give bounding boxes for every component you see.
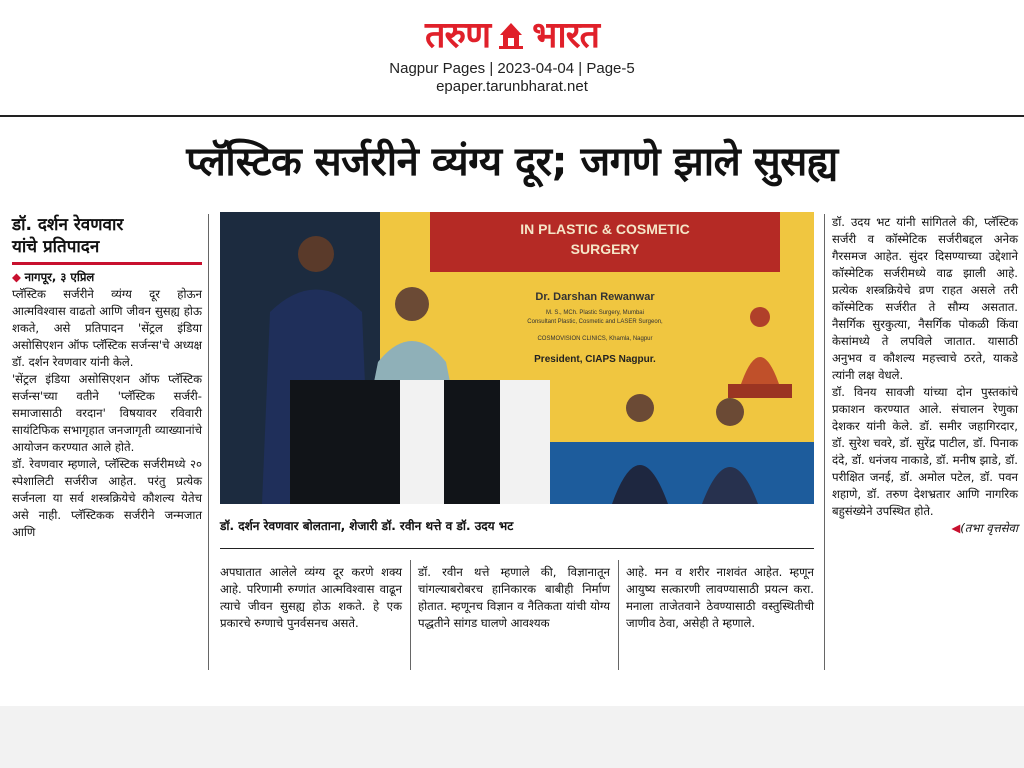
temple-emblem-icon — [496, 21, 526, 51]
column-3 — [418, 564, 610, 632]
epaper-url: epaper.tarunbharat.net — [436, 78, 588, 95]
headline: प्लॅस्टिक सर्जरीने व्यंग्य दूर; जगणे झाले सुसह्य — [186, 139, 838, 185]
paragraph: डॉ. विनय सावजी यांच्या दोन पुस्तकांचे प्रकाशन करण्यात आले. संचालन रेणुका देशकर यांनी केले. डॉ. समीर जहागिरदार, डॉ. सुरेश चवरे, डॉ. सुरेंद्र पाटील, डॉ. पिनाक दंदे, डॉ. धनंजय नाकाडे, डॉ. मनीष झाडे, डॉ. परीक्षित जनई, डॉ. अमोल पटेल, डॉ. पवन शहाणे, डॉ. तरुण देशभ्रतार आणि नागरिक बहुसंख्येने उपस्थित होते. — [832, 385, 1018, 518]
column-divider — [824, 214, 825, 670]
byline — [832, 520, 1018, 537]
dateline — [12, 269, 202, 286]
subheadline-rule — [12, 262, 202, 265]
event-photo — [220, 212, 814, 504]
paragraph: डॉ. रेवणवार म्हणाले, प्लॅस्टिक सर्जरीमध्ये २० स्पेशालिटी सर्जरीज आहेत. परंतु प्रत्येक सर्जनला या सर्व शस्त्रक्रियेचे कौशल्य येतेच असे नाही. प्लॅस्टिकक सर्जरीने जन्मजात आणि — [12, 457, 202, 539]
paragraph: 'सेंट्रल इंडिया असोसिएशन ऑफ प्लॅस्टिक सर्जन्स'च्या वतीने 'प्लॅस्टिक सर्जरी- समाजासाठी वरदान' विषयावर रविवारी सायंटिफिक सभागृहात जनजागृती व्याख्यानांचे आयोजन करण्यात आले होते. — [12, 372, 202, 454]
paragraph: डॉ. उदय भट यांनी सांगितले की, प्लॅस्टिक सर्जरी व कॉस्मेटिक सर्जरीबद्दल अनेक गैरसमज आहेत. सुंदर दिसण्याच्या उद्देशाने कॉस्मेटिक सर्जरीमध्ये वाढ झाली आहे. प्रत्येक शस्त्रक्रियेचे व्रण राहत असले तरी कॉस्मेटिक सर्जरीत ते सौम्य असतात. नैसर्गिक सुरकुत्या, नैसर्गिक पोकळी किंवा केसांमध्ये ते लपविले जातात. यासाठी अनुभव व कौशल्य महत्त्वाचे ठरते, याकडे त्यांनी लक्ष वेधले. — [832, 215, 1018, 382]
paragraph: डॉ. रवीन थत्ते म्हणाले की, विज्ञानातून चांगल्याबरोबरच हानिकारक बाबीही निर्माण होतात. म्हणूनच विज्ञान व नैतिकता यांची योग्य पद्धतीने सांगड घालणे आवश्यक — [418, 565, 610, 630]
agency-signature: (तभा वृत्तसेवा — [960, 521, 1018, 535]
paragraph: अपघातात आलेले व्यंग्य दूर करणे शक्य आहे. परिणामी रुग्णांत आत्मविश्वास वाढून त्याचे जीवन सुसह्य होऊ शकते. हे एक प्रकारचे रुग्णाचे पुनर्वसनच असते. — [220, 565, 402, 630]
masthead — [0, 16, 1024, 96]
column-4 — [626, 564, 814, 632]
speaker-name: Dr. Darshan Rewanwar — [535, 291, 655, 303]
subheadline-line-1: डॉ. दर्शन रेवणवार — [12, 215, 124, 235]
logo-text-left: तरुण — [425, 15, 491, 56]
speaker-line-3: COSMOVISION CLINICS, Khamla, Nagpur — [537, 336, 653, 342]
newspaper-logo — [425, 16, 599, 56]
column-divider — [410, 560, 411, 670]
speaker-role: President, CIAPS Nagpur. — [534, 354, 656, 365]
column-1 — [12, 214, 202, 541]
subheadline-line-2: यांचे प्रतिपादन — [12, 237, 100, 257]
masthead-divider — [0, 115, 1024, 117]
column-5 — [832, 214, 1018, 537]
paragraph: आहे. मन व शरीर नाशवंत आहेत. म्हणून आयुष्य सत्कारणी लावण्यासाठी प्रयत्न करा. मनाला ताजेतवाने ठेवण्यासाठी वस्तुस्थितीची जाणीव ठेवा, असेही ते म्हणाले. — [626, 565, 814, 630]
banner-title-line-2: SURGERY — [570, 241, 640, 257]
speaker-line-2: Consultant Plastic, Cosmetic and LASER Surgeon, — [527, 319, 663, 325]
column-divider — [618, 560, 619, 670]
arrow-marker-icon: ◀ — [951, 521, 961, 535]
photo-caption: डॉ. दर्शन रेवणवार बोलताना, शेजारी डॉ. रवीन थत्ते व डॉ. उदय भट — [220, 519, 514, 533]
dateline-text: नागपूर, ३ एप्रिल — [24, 270, 95, 284]
column-divider — [208, 214, 209, 670]
banner-title-line-1: IN PLASTIC & COSMETIC — [520, 221, 690, 237]
logo-text-right: भारत — [532, 15, 599, 56]
diamond-bullet-icon: ◆ — [12, 270, 25, 284]
speaker-line-1: M. S., MCh. Plastic Surgery, Mumbai — [546, 310, 644, 316]
caption-rule — [220, 548, 814, 549]
paragraph: प्लॅस्टिक सर्जरीने व्यंग्य दूर होऊन आत्मविश्वास वाढतो आणि जीवन सुसह्य होऊ शकते, असे प्रतिपादन 'सेंट्रल इंडिया असोसिएशन ऑफ प्लॅस्टिक सर्जन्स'चे अध्यक्ष डॉ. दर्शन रेवणवार यांनी केले. — [12, 287, 202, 369]
column-2 — [220, 564, 402, 632]
edition-meta: Nagpur Pages | 2023-04-04 | Page-5 — [389, 60, 635, 77]
